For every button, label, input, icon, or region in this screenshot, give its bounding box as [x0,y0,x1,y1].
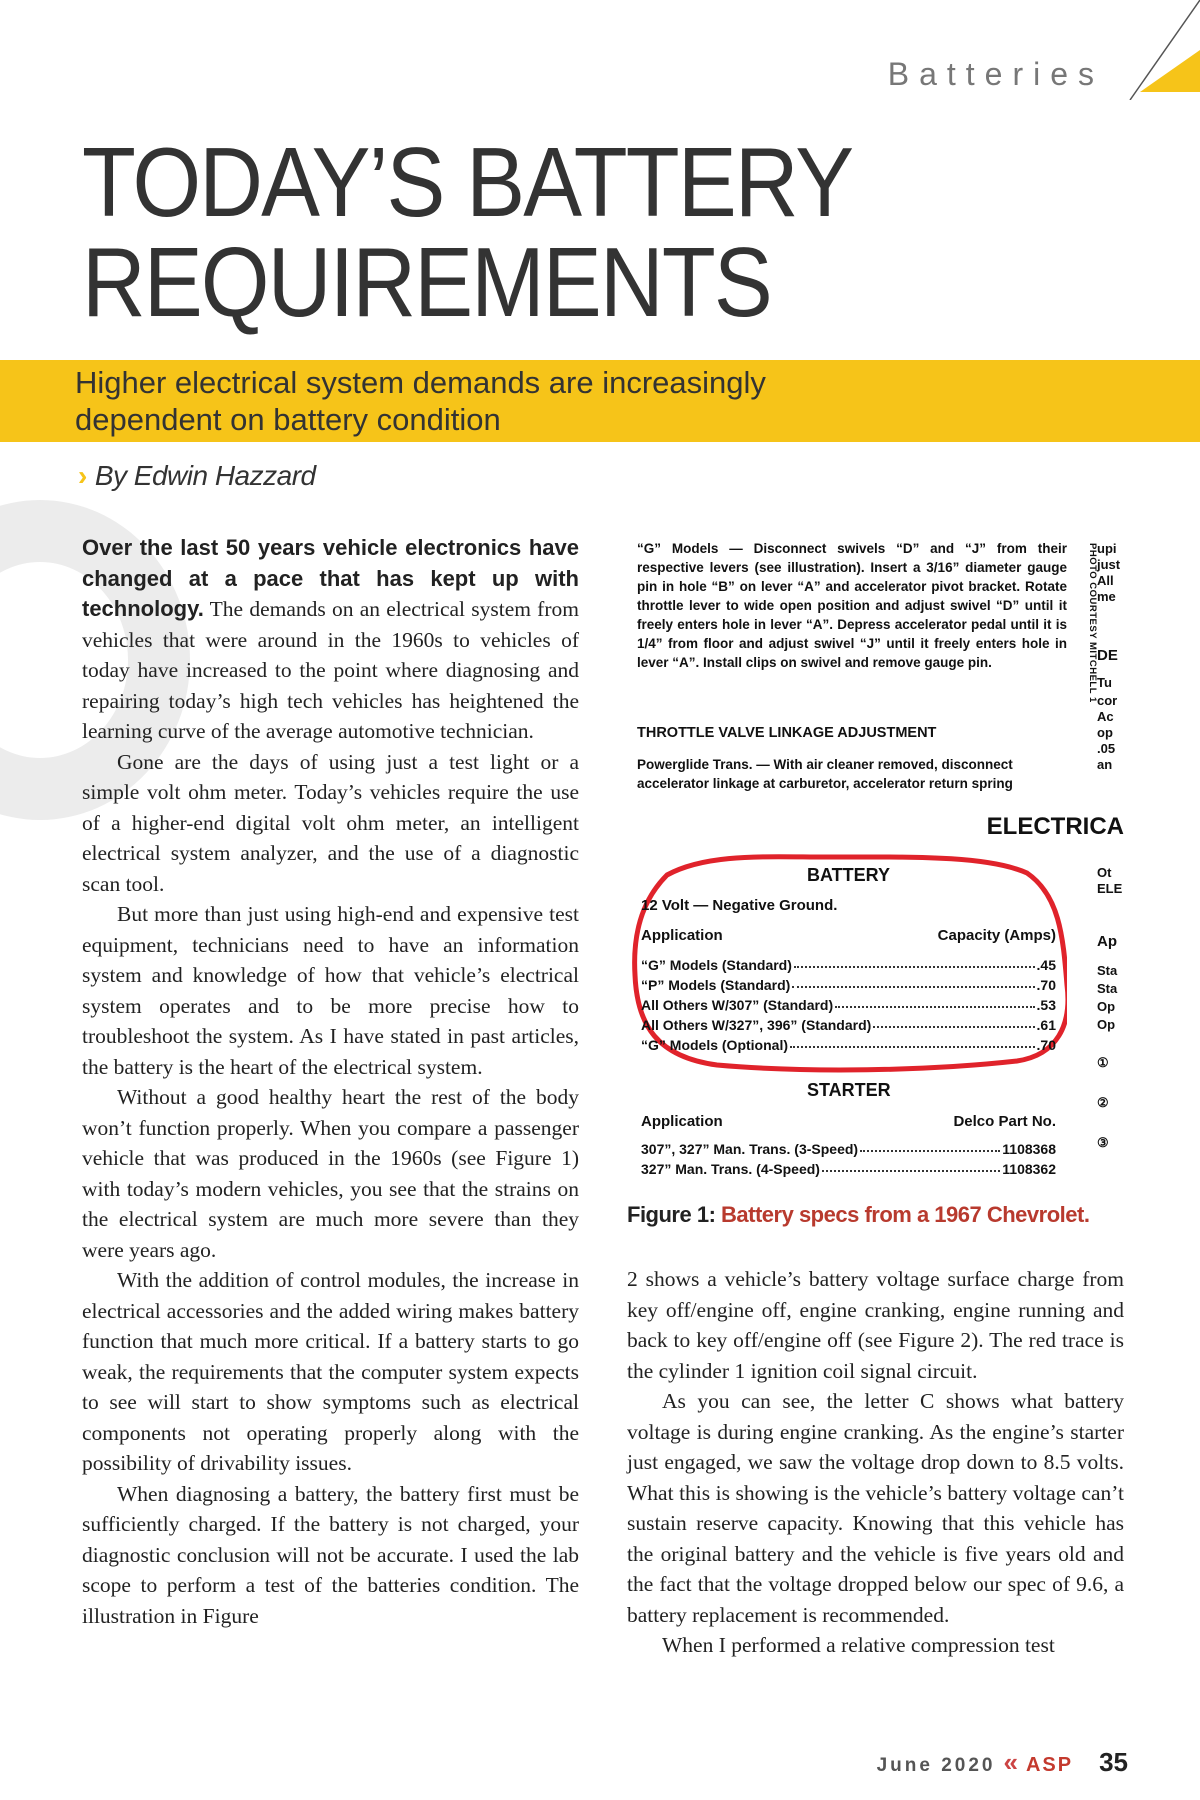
row-name: 307”, 327” Man. Trans. (3-Speed) [641,1141,859,1157]
figure-fragment: ① [1097,1055,1109,1070]
figure-fragment: ② [1097,1095,1109,1110]
caption-label: Figure 1: [627,1202,716,1227]
row-value: .70 [1036,977,1056,993]
starter-table-row [641,1141,1056,1157]
figure-fragment: Sta [1097,981,1118,996]
battery-table-row [641,1017,1056,1033]
paragraph-3: But more than just using high-end and expensive test equipment, technicians need to have an information system and knowledge of how that vehicle’s electrical system operates and to be more precise how to troubleshoot the system. As I have stated in past articles, the battery is the heart of the electrical system. [82,902,579,1079]
paragraph-7: 2 shows a vehicle’s battery voltage surface charge from key off/engine off, engine cranking, engine running and back to key off/engine off (see Figure 2). The red trace is the cylinder 1 ignition coil signal circuit. [627,1267,1124,1383]
row-name: “G” Models (Standard) [641,957,792,973]
page-number: 35 [1099,1747,1128,1777]
paragraph-2: Gone are the days of using just a test light or a simple volt ohm meter. Today’s vehicles require the use of a higher-end digital volt ohm meter, an intelligent electrical system analyzer, and the use of a diagnostic scan tool. [82,749,579,896]
figure-fragment: Op [1097,999,1116,1014]
row-value: .53 [1036,997,1056,1013]
figure-starter-heading: STARTER [807,1080,891,1100]
figure-throttle-heading: THROTTLE VALVE LINKAGE ADJUSTMENT [637,725,937,741]
title-line-2: REQUIREMENTS [82,227,771,337]
battery-table-row [641,1037,1056,1053]
figure-fragment: Op [1097,1017,1116,1032]
lead-in: Over the last 50 years vehicle electronics have changed at a pace that has kept up with technology. [82,535,579,621]
author-name: By Edwin Hazzard [94,460,316,491]
caption-text: Battery specs from a 1967 Chevrolet. [721,1202,1090,1227]
row-name: “P” Models (Standard) [641,977,791,993]
magazine-name: ASP [1025,1754,1074,1776]
article-subtitle: Higher electrical system demands are increasingly dependent on battery condition [75,365,766,437]
figure-fragment: an [1097,757,1113,772]
figure-fragment: just [1097,557,1121,572]
figure-powerglide-text: Powerglide Trans. — With air cleaner removed, disconnect accelerator linkage at carburetor, accelerator return spring [637,757,1013,791]
figure-fragment: Ac [1097,709,1114,724]
photo-credit: PHOTO COURTESY MITCHELL 1 [1087,543,1098,703]
page-footer [877,1747,1128,1778]
article-column-left [82,533,579,1631]
article-column-right [627,1264,1124,1661]
battery-table-header [641,927,1056,944]
battery-table-row [641,957,1056,973]
paragraph-9: When I performed a relative compression test [662,1633,1055,1657]
dot-leader [792,977,1034,988]
battery-col-application: Application [641,927,723,944]
dot-leader [860,1141,1000,1152]
chevron-right-icon: › [78,460,87,491]
row-value: 1108368 [1002,1141,1056,1157]
battery-table-row [641,977,1056,993]
paragraph-1-body: The demands on an electrical system from vehicles that were around in the 1960s to vehicles of today have increased to the point where diagnosing and repairing today’s high tech vehicles has heightened the learning curve of the average automotive technician. [82,597,579,743]
paragraph-1 [82,533,579,747]
dot-leader [790,1037,1035,1048]
starter-col-application: Application [641,1113,723,1130]
title-line-1: TODAY’S BATTERY [82,127,853,237]
battery-table-row [641,997,1056,1013]
dot-leader [794,957,1035,968]
corner-tab-decoration [1060,0,1200,100]
subtitle-band [0,360,1200,442]
section-label: Batteries [887,56,1104,92]
figure-fragment: .05 [1097,741,1116,756]
dot-leader [822,1161,1000,1172]
paragraph-8: As you can see, the letter C shows what battery voltage is during engine cranking. As the engine’s starter just engaged, we saw the voltage drop down to 8.5 volts. What this is showing is the vehicle’s battery voltage can’t sustain reserve capacity. Knowing that this vehicle has the original battery and the vehicle is five years old and the fact that the voltage dropped below our spec of 9.6, a battery replacement is recommended. [627,1389,1124,1627]
paragraph-5: With the addition of control modules, the increase in electrical accessories and the added wiring makes battery function that much more critical. If a battery starts to go weak, the requirements that the computer system expects to see will start to show symptoms such as electrical components not operating properly along with the possibility of drivability issues. [82,1268,579,1475]
figure-battery-subheading: 12 Volt — Negative Ground. [641,897,838,914]
row-name: 327” Man. Trans. (4-Speed) [641,1161,820,1177]
figure-fragment: ELE [1097,881,1123,896]
figure-fragment: Tu [1097,675,1112,690]
figure-fragment: upi [1097,541,1117,556]
row-value: .45 [1036,957,1056,973]
figure-fragment: me [1097,589,1116,604]
row-value: .70 [1036,1037,1056,1053]
figure-fragment: op [1097,725,1113,740]
starter-table-header [641,1113,1056,1130]
figure-fragment: All [1097,573,1114,588]
starter-table-row [641,1161,1056,1177]
paragraph-4: Without a good healthy heart the rest of the body won’t function properly. When you compare a passenger vehicle that was produced in the 1960s (see Figure 1) with today’s modern vehicles, you see that the strains on the electrical system are much more severe than they were years ago. [82,1085,579,1262]
figure-fragment: DE [1097,647,1118,664]
row-name: All Others W/307” (Standard) [641,997,834,1013]
figure-fragment: Sta [1097,963,1118,978]
byline [78,460,316,492]
figure-scan-text: “G” Models — Disconnect swivels “D” and “J” from their respective levers (see illustration). Insert a 3/16” diameter gauge pin in hole “B” on lever “A” and accelerator pivot bracket. Rotate throttle lever to wide open position and adjust swivel “D” until it freely enters hole in lever “A”. Depress accelerator pedal until it is 1/4” from floor and adjust swivel “J” until it freely enters hole in lever “A”. Install clips on swivel and remove gauge pin. [637,541,1067,670]
row-name: “G” Models (Optional) [641,1037,788,1053]
figure-electrical-heading: ELECTRICA [986,813,1124,840]
figure-fragment: Ap [1097,933,1117,950]
figure-1-image [627,535,1124,1185]
footer-separator: « [1003,1747,1018,1777]
starter-col-part: Delco Part No. [953,1113,1056,1130]
dot-leader [873,1017,1034,1028]
issue-date: June 2020 [876,1755,996,1776]
figure-battery-heading: BATTERY [807,865,890,885]
dot-leader [835,997,1034,1008]
row-value: .61 [1036,1017,1056,1033]
figure-fragment: cor [1097,693,1118,708]
article-title [82,127,853,337]
figure-fragment: Ot [1097,865,1112,880]
paragraph-6: When diagnosing a battery, the battery first must be sufficiently charged. If the battery is not charged, your diagnostic conclusion will not be accurate. I used the lab scope to perform a test of the batteries condition. The illustration in Figure [82,1481,579,1628]
row-value: 1108362 [1002,1161,1056,1177]
row-name: All Others W/327”, 396” (Standard) [641,1017,872,1033]
figure-fragment: ③ [1097,1135,1109,1150]
figure-caption [627,1202,1124,1228]
battery-col-capacity: Capacity (Amps) [937,927,1056,944]
